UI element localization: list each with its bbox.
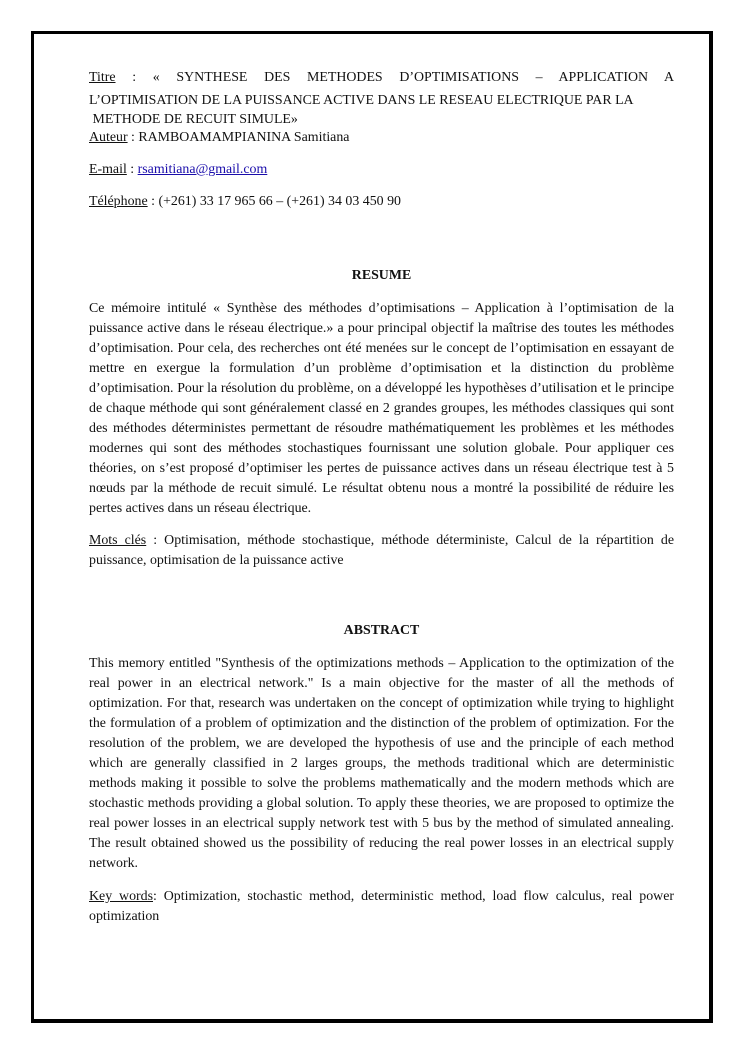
phone-value: (+261) 33 17 965 66 – (+261) 34 03 450 90: [158, 194, 401, 209]
resume-keywords-text: : Optimisation, méthode stochastique, méthode déterministe, Calcul de la répartition de puissance, optimisation de la puissance active: [89, 533, 674, 569]
resume-paragraph: Ce mémoire intitulé « Synthèse des méthodes d’optimisations – Application à l’optimisation de la puissance active dans le réseau électrique.» a pour principal objectif la maîtrise des toutes les méthodes d’optimisation. Pour cela, des recherches ont été menées sur le concept de l’optimisation en essayant de mettre en exergue la formulation d’un problème d’optimisation et la distinction du problème d’optimisation. Pour la résolution du problème, on a développé les hypothèses d’utilisation et le principe de chaque méthode qui sont généralement classé en 2 grandes groupes, les méthodes classiques qui sont des méthodes déterministes permettant de résoudre mathématiquement les problèmes et les méthodes modernes qui sont des méthodes stochastiques fournissant une solution globale. Pour appliquer ces théories, on s’est proposé d’optimiser les pertes de puissance actives dans un réseau électrique test à 5 nœuds par la méthode de recuit simulé. Le résultat obtenu nous a montré la possibilité de réduire les pertes actives dans un réseau électrique.: [89, 301, 674, 516]
title-text-line-1: « SYNTHESE DES METHODES D’OPTIMISATIONS – APPLICATION A: [152, 70, 674, 85]
resume-heading: RESUME: [351, 268, 412, 283]
resume-keywords-label: Mots clés: [89, 533, 147, 549]
title-label: Titre: [89, 70, 116, 85]
email-link[interactable]: rsamitiana@gmail.com: [137, 162, 268, 177]
abstract-paragraph: This memory entitled "Synthesis of the optimizations methods – Application to the optimization of the real power in an electrical network." Is a main objective for the master of all the methods of optimization. For that, research was undertaken on the concept of optimization while trying to highlight the formulation of a problem of optimization and the distinction of the problem of optimization. For the resolution of the problem, we are developed the hypothesis of use and the principle of each method which are generally classified in 2 larges groups, the methods traditional which are deterministic methods making it possible to solve the problems mathematically and the modern methods which are stochastic methods providing a global solution. To apply these theories, we are proposed to optimize the real power losses in an electrical supply network test with 5 bus by the method of simulated annealing. The result obtained showed us the possibility of reducing the real power losses in an electrical supply network.: [89, 656, 674, 871]
author-value: RAMBOAMAMPIANINA Samitiana: [138, 130, 350, 145]
title-block: [89, 66, 674, 128]
resume-keywords: [89, 531, 674, 571]
page-border-inner-line: [710, 35, 711, 1019]
phone-label: Téléphone: [89, 194, 148, 209]
phone-line: Téléphone : (+261) 33 17 965 66 – (+261) 34 03 450 90: [89, 194, 401, 209]
title-line-2: L’OPTIMISATION DE LA PUISSANCE ACTIVE DANS LE RESEAU ELECTRIQUE PAR LA: [89, 93, 634, 108]
abstract-keywords: [89, 887, 674, 927]
abstract-heading: ABSTRACT: [343, 623, 420, 639]
abstract-keywords-text: : Optimization, stochastic method, deterministic method, load flow calculus, real power optimization: [89, 888, 674, 924]
email-label: E-mail: [89, 162, 127, 177]
email-line: E-mail : rsamitiana@gmail.com: [89, 162, 268, 177]
document-content: [89, 66, 674, 927]
author-label: Auteur: [89, 130, 128, 145]
author-line: Auteur : RAMBOAMAMPIANINA Samitiana: [89, 130, 350, 145]
title-line-3: METHODE DE RECUIT SIMULE»: [89, 112, 298, 127]
title-line-1: Titre : « SYNTHESE DES METHODES D’OPTIMISATIONS – APPLICATION A: [89, 70, 674, 85]
abstract-keywords-label: Key words: [89, 888, 153, 904]
